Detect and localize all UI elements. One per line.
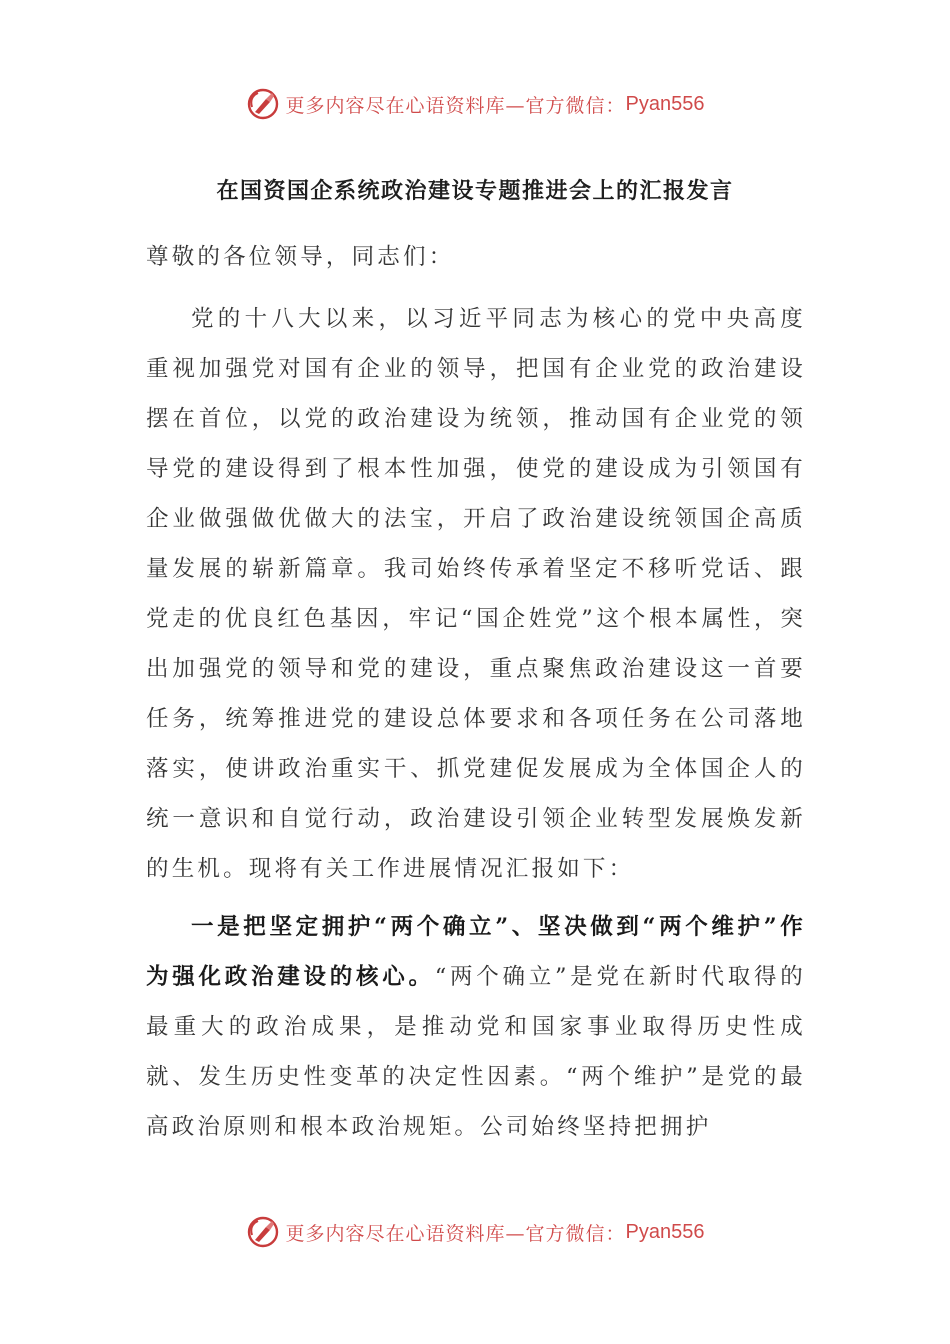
salutation: 尊敬的各位领导，同志们： (146, 244, 455, 270)
paragraph-point-one-lead: 一是把坚定拥护“两个确立”、坚决做到“两个维护”作为强化政治建设的核心。 (146, 914, 806, 990)
watermark-text: 更多内容尽在心语资料库—官方微信： (285, 94, 626, 117)
watermark-wechat-id: Pyan556 (625, 92, 705, 115)
watermark-header (0, 84, 950, 124)
watermark-wechat-id: Pyan556 (625, 1220, 705, 1243)
paragraph-point-one (146, 902, 806, 1152)
paragraph-point-one-body: “两个确立”是党在新时代取得的最重大的政治成果，是推动党和国家事业取得历史性成就、发生历史性变革的决定性因素。“两个维护”是党的最高政治原则和根本政治规矩。公司始终坚持把拥护 (146, 964, 806, 1140)
pen-nib-logo-icon (246, 87, 280, 121)
paragraph-intro: 党的十八大以来，以习近平同志为核心的党中央高度重视加强党对国有企业的领导，把国有企业党的政治建设摆在首位，以党的政治建设为统领，推动国有企业党的领导党的建设得到了根本性加强，使党的建设成为引领国有企业做强做优做大的法宝，开启了政治建设统领国企高质量发展的崭新篇章。我司始终传承着坚定不移听党话、跟党走的优良红色基因，牢记“国企姓党”这个根本属性，突出加强党的领导和党的建设，重点聚焦政治建设这一首要任务，统筹推进党的建设总体要求和各项任务在公司落地落实，使讲政治重实干、抓党建促发展成为全体国企人的统一意识和自觉行动，政治建设引领企业转型发展焕发新的生机。现将有关工作进展情况汇报如下： (146, 306, 806, 882)
watermark-text: 更多内容尽在心语资料库—官方微信： (285, 1222, 626, 1245)
pen-nib-logo-icon (246, 1215, 280, 1249)
document-title: 在国资国企系统政治建设专题推进会上的汇报发言 (216, 178, 734, 204)
watermark-footer (0, 1212, 950, 1252)
